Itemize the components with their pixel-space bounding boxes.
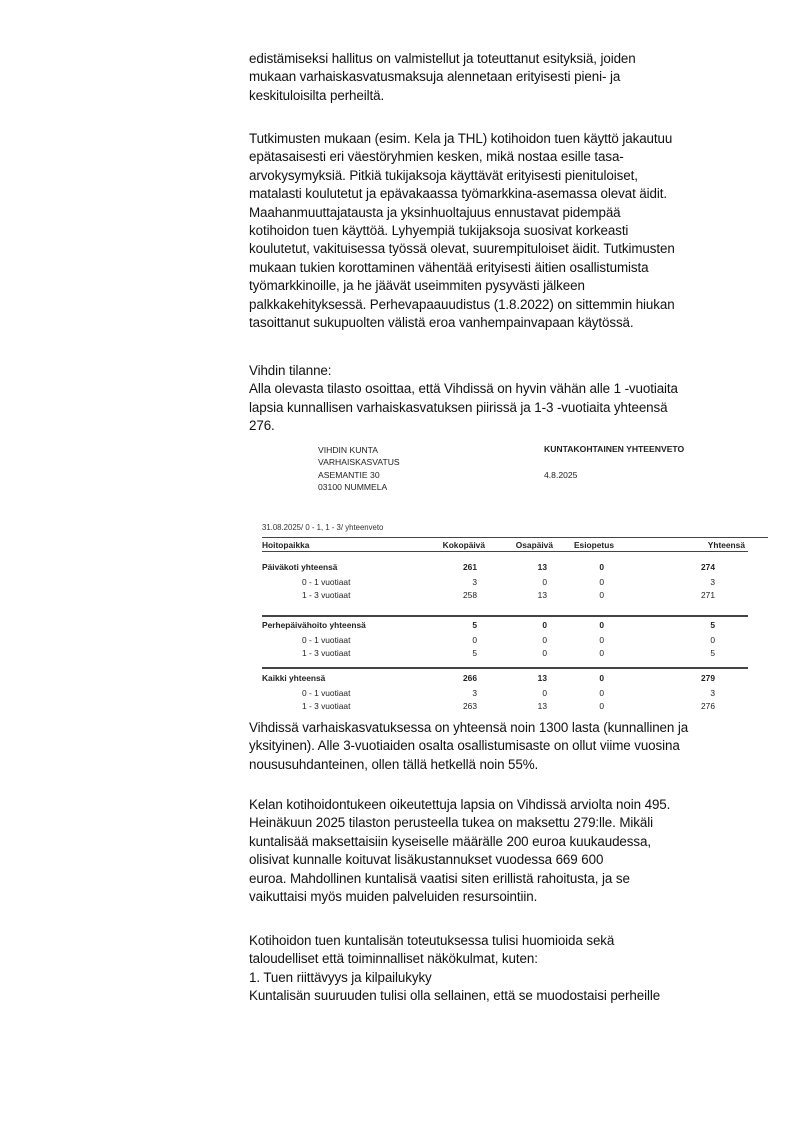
text-line: Kuntalisän suuruuden tulisi olla sellainen, että se muodostaisi perheille: [249, 988, 661, 1004]
row-label: 0 - 1 vuotiaat: [302, 688, 351, 698]
cell-value: 0: [472, 635, 477, 645]
text-line: Alla olevasta tilasto osoittaa, että Vihdissä on hyvin vähän alle 1 -vuotiaita: [249, 381, 678, 397]
text-line: yksityinen). Alle 3-vuotiaiden osalta osallistumisaste on ollut viime vuosina: [249, 738, 680, 754]
cell-value: 0: [599, 648, 604, 658]
divider: [262, 667, 748, 669]
column-header: Osapäivä: [515, 540, 553, 550]
table-row: [262, 635, 748, 647]
text-line: lapsia kunnallisen varhaiskasvatuksen piirissä ja 1-3 -vuotiaita yhteensä: [249, 399, 668, 415]
cell-value: 0: [599, 673, 604, 683]
column-header: Yhteensä: [707, 540, 745, 550]
address-line: ASEMANTIE 30: [318, 469, 380, 480]
row-label: 0 - 1 vuotiaat: [302, 635, 351, 645]
row-label: 0 - 1 vuotiaat: [302, 577, 351, 587]
cell-value: 274: [701, 562, 715, 572]
address-line: VARHAISKASVATUS: [318, 457, 400, 468]
text-line: Vihdissä varhaiskasvatuksessa on yhteensä noin 1300 lasta (kunnallinen ja: [249, 720, 689, 735]
table-group-total-row: [262, 620, 748, 632]
cell-value: 266: [463, 673, 477, 683]
paragraph-costs: [249, 796, 749, 906]
row-label: Kaikki yhteensä: [262, 673, 326, 683]
cell-value: 5: [472, 648, 477, 658]
paragraph-research: [249, 130, 749, 332]
cell-value: 13: [537, 701, 547, 711]
text-line: 276.: [249, 418, 275, 434]
cell-value: 0: [599, 635, 604, 645]
cell-value: 3: [710, 688, 715, 698]
text-line: kotihoidon tuen käyttöä. Lyhyempiä tukijaksoja suosivat korkeasti: [249, 223, 629, 239]
cell-value: 3: [472, 688, 477, 698]
list-item-heading: 1. Tuen riittävyys ja kilpailukyky: [249, 969, 432, 985]
text-line: keskituloisilta perheiltä.: [249, 87, 385, 103]
text-line: Maahanmuuttajatausta ja yksinhuoltajuus ennustavat pidempää: [249, 204, 621, 220]
column-header: Kokopäivä: [442, 540, 485, 550]
cell-value: 276: [701, 701, 715, 711]
cell-value: 0: [542, 635, 547, 645]
paragraph-participation: [249, 719, 749, 774]
cell-value: 5: [710, 648, 715, 658]
text-line: työmarkkinoille, ja he jäävät useimmiten pysyvästi jälkeen: [249, 278, 585, 294]
text-line: mukaan tukien korottaminen vähentää erityisesti äitien osallistumista: [249, 259, 649, 275]
table-row: [262, 590, 748, 602]
cell-value: 261: [463, 562, 477, 572]
divider: [262, 537, 768, 538]
table-group-total-row: [262, 562, 748, 574]
row-label: Päiväkoti yhteensä: [262, 562, 338, 572]
text-line: Kotihoidon tuen kuntalisän toteutuksessa tulisi huomioida sekä: [249, 933, 615, 948]
address-line: 03100 NUMMELA: [318, 482, 388, 493]
cell-value: 5: [710, 620, 715, 630]
cell-value: 0: [542, 648, 547, 658]
paragraph-vihti-status: [249, 362, 749, 436]
report-title: KUNTAKOHTAINEN YHTEENVETO: [544, 444, 685, 454]
cell-value: 13: [537, 590, 547, 600]
cell-value: 13: [537, 673, 547, 683]
cell-value: 258: [463, 590, 477, 600]
text-line: Tutkimusten mukaan (esim. Kela ja THL) kotihoidon tuen käyttö jakautuu: [249, 131, 673, 146]
cell-value: 0: [599, 688, 604, 698]
text-line: epätasaisesti eri väestöryhmien kesken, mikä nostaa esille tasa-: [249, 149, 624, 165]
report-subtitle: 31.08.2025/ 0 - 1, 1 - 3/ yhteenveto: [262, 523, 384, 532]
table-row: [262, 648, 748, 660]
report-date: 4.8.2025: [544, 470, 578, 480]
table-row: [262, 688, 748, 700]
table-group-total-row: [262, 673, 748, 685]
cell-value: 3: [710, 577, 715, 587]
row-label: 1 - 3 vuotiaat: [302, 590, 351, 600]
cell-value: 279: [701, 673, 715, 683]
text-line: koulutetut, vakituisessa työssä olevat, suurempituloiset äidit. Tutkimusten: [249, 241, 675, 257]
table-row: [262, 577, 748, 589]
text-line: tasoittanut sukupuolten välistä eroa vanhempainvapaan käytössä.: [249, 315, 634, 331]
cell-value: 271: [701, 590, 715, 600]
cell-value: 5: [472, 620, 477, 630]
table-row: [262, 701, 748, 713]
text-line: Heinäkuun 2025 tilaston perusteella tukea on maksettu 279:lle. Mikäli: [249, 815, 653, 831]
row-label: Perhepäivähoito yhteensä: [262, 620, 366, 630]
text-line: arvokysymyksiä. Pitkiä tukijaksoja käyttävät erityisesti pienituloiset,: [249, 167, 638, 183]
divider: [262, 615, 748, 617]
table-header: [262, 540, 748, 552]
cell-value: 0: [599, 577, 604, 587]
paragraph-intro: [249, 50, 749, 105]
section-heading: Vihdin tilanne:: [249, 363, 332, 378]
column-header: Esiopetus: [573, 540, 614, 550]
text-line: noususuhdanteinen, ollen tällä hetkellä noin 55%.: [249, 756, 539, 772]
cell-value: 0: [599, 620, 604, 630]
text-line: kuntalisää maksettaisiin kyseiselle määrälle 200 euroa kuukaudessa,: [249, 833, 651, 849]
cell-value: 0: [542, 688, 547, 698]
text-line: taloudelliset että toiminnalliset näkökulmat, kuten:: [249, 951, 538, 967]
text-line: matalasti koulutetut ja epävakaassa työmarkkina-asemassa olevat äidit.: [249, 186, 667, 202]
cell-value: 0: [599, 590, 604, 600]
cell-value: 0: [710, 635, 715, 645]
cell-value: 3: [472, 577, 477, 587]
text-line: olisivat kunnalle koituvat lisäkustannukset vuodessa 669 600: [249, 852, 604, 868]
text-line: mukaan varhaiskasvatusmaksuja alennetaan erityisesti pieni- ja: [249, 69, 621, 85]
text-line: Kelan kotihoidontukeen oikeutettuja lapsia on Vihdissä arviolta noin 495.: [249, 797, 671, 812]
text-line: edistämiseksi hallitus on valmistellut ja toteuttanut esityksiä, joiden: [249, 51, 636, 66]
report-address: [318, 444, 400, 494]
cell-value: 0: [599, 562, 604, 572]
text-line: vaikuttaisi myös muiden palveluiden resursointiin.: [249, 889, 538, 905]
cell-value: 0: [599, 701, 604, 711]
cell-value: 13: [537, 562, 547, 572]
address-line: VIHDIN KUNTA: [318, 445, 379, 455]
cell-value: 0: [542, 620, 547, 630]
text-line: palkkakehityksessä. Perhevapaauudistus (1.8.2022) on sittemmin hiukan: [249, 296, 675, 312]
row-label: 1 - 3 vuotiaat: [302, 701, 351, 711]
paragraph-considerations: [249, 932, 749, 1006]
cell-value: 263: [463, 701, 477, 711]
text-line: euroa. Mahdollinen kuntalisä vaatisi siten erillistä rahoitusta, ja se: [249, 870, 630, 886]
column-header: Hoitopaikka: [262, 540, 310, 550]
cell-value: 0: [542, 577, 547, 587]
row-label: 1 - 3 vuotiaat: [302, 648, 351, 658]
